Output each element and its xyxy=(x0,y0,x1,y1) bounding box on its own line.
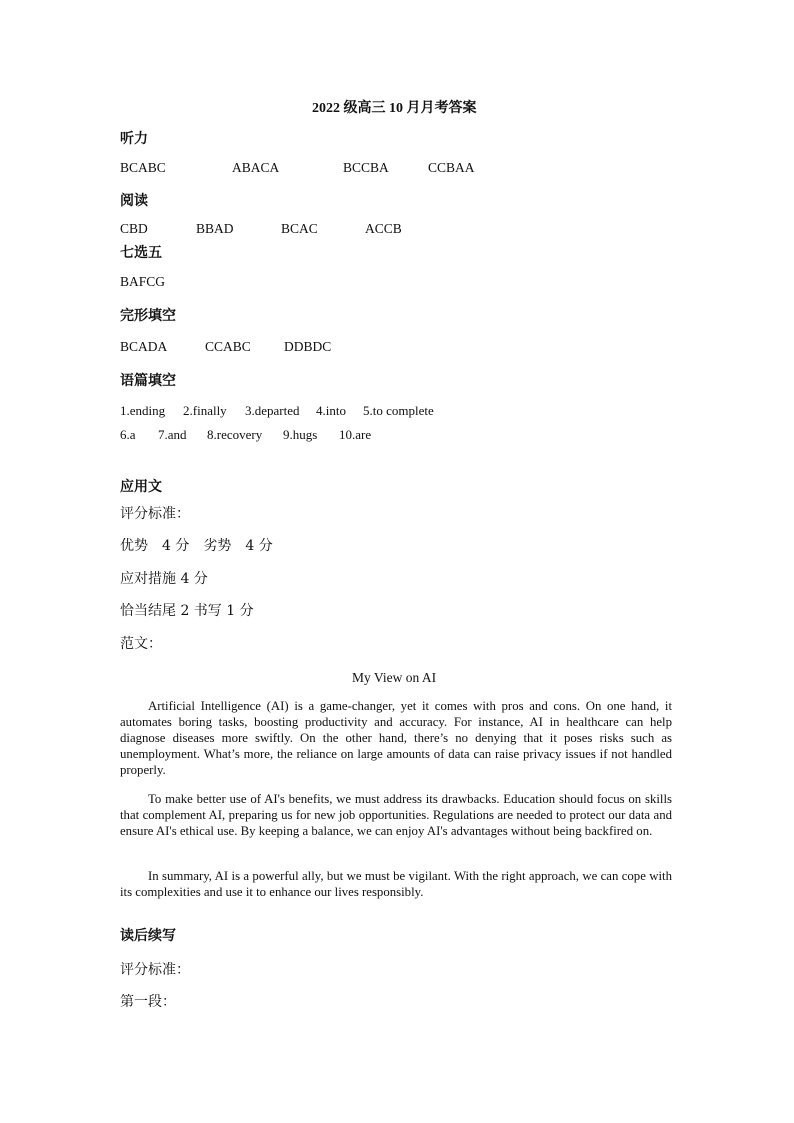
application-criteria-line: 恰当结尾 2 书写 1 分 xyxy=(120,603,254,619)
reading-heading: 阅读 xyxy=(120,193,148,209)
grammar-fill-item: 7.and xyxy=(158,427,187,442)
reading-answer-group: BBAD xyxy=(196,221,234,236)
grammar-fill-item: 10.are xyxy=(339,427,372,442)
reading-answer-group: BCAC xyxy=(281,221,318,236)
sample-essay-label: 范文： xyxy=(120,636,162,652)
grammar-fill-item: 3.departed xyxy=(245,403,300,418)
grammar-fill-heading: 语篇填空 xyxy=(120,373,176,389)
listening-answer-group: ABACA xyxy=(232,160,280,175)
grammar-fill-item: 1.ending xyxy=(120,403,166,418)
continuation-paragraph-label: 第一段： xyxy=(120,994,176,1010)
continuation-heading: 读后续写 xyxy=(120,928,176,944)
cloze-heading: 完形填空 xyxy=(120,308,176,324)
seven-five-answer: BAFCG xyxy=(120,274,166,289)
essay-title: My View on AI xyxy=(352,670,437,685)
listening-answer-group: BCCBA xyxy=(343,160,389,175)
listening-heading: 听力 xyxy=(120,131,148,147)
essay-paragraph: Artificial Intelligence (AI) is a game-changer, yet it comes with pros and cons. On one hand, it automates boring tasks, boosting productivity and accuracy. For instance, AI in healthcare can help diagnose diseases more swiftly. On the other hand, there’s no denying that it poses risks such as unemployment. What’s more, the reliance on large amounts of data can raise privacy issues if not handled properly. xyxy=(120,699,672,777)
cloze-answer-group: CCABC xyxy=(205,339,251,354)
grammar-fill-item: 4.into xyxy=(316,403,346,418)
reading-answer-group: ACCB xyxy=(365,221,402,236)
continuation-criteria-label: 评分标准： xyxy=(120,962,190,978)
essay-paragraph: To make better use of AI's benefits, we must address its drawbacks. Education should focus on skills that complement AI, preparing us for new job opportunities. Regulations are needed to protect our data and ensure AI's ethical use. By keeping a balance, we can enjoy AI's advantages without being backfired on. xyxy=(120,792,672,838)
application-heading: 应用文 xyxy=(120,479,162,495)
cloze-answer-group: BCADA xyxy=(120,339,168,354)
grammar-fill-item: 9.hugs xyxy=(283,427,318,442)
grammar-fill-item: 2.finally xyxy=(183,403,227,418)
listening-answer-group: CCBAA xyxy=(428,160,475,175)
grammar-fill-item: 6.a xyxy=(120,427,136,442)
page-title: 2022 级高三 10 月月考答案 xyxy=(312,101,477,116)
application-criteria-line: 应对措施 4 分 xyxy=(120,571,208,587)
reading-answer-group: CBD xyxy=(120,221,148,236)
listening-answer-group: BCABC xyxy=(120,160,166,175)
grammar-fill-item: 5.to complete xyxy=(363,403,434,418)
cloze-answer-group: DDBDC xyxy=(284,339,332,354)
essay-paragraph: In summary, AI is a powerful ally, but we must be vigilant. With the right approach, we can cope with its complexities and use it to enhance our lives responsibly. xyxy=(120,869,672,899)
application-criteria-label: 评分标准： xyxy=(120,506,190,522)
grammar-fill-item: 8.recovery xyxy=(207,427,263,442)
application-criteria-line: 优势 4 分 劣势 4 分 xyxy=(120,538,273,554)
seven-five-heading: 七选五 xyxy=(120,245,162,261)
